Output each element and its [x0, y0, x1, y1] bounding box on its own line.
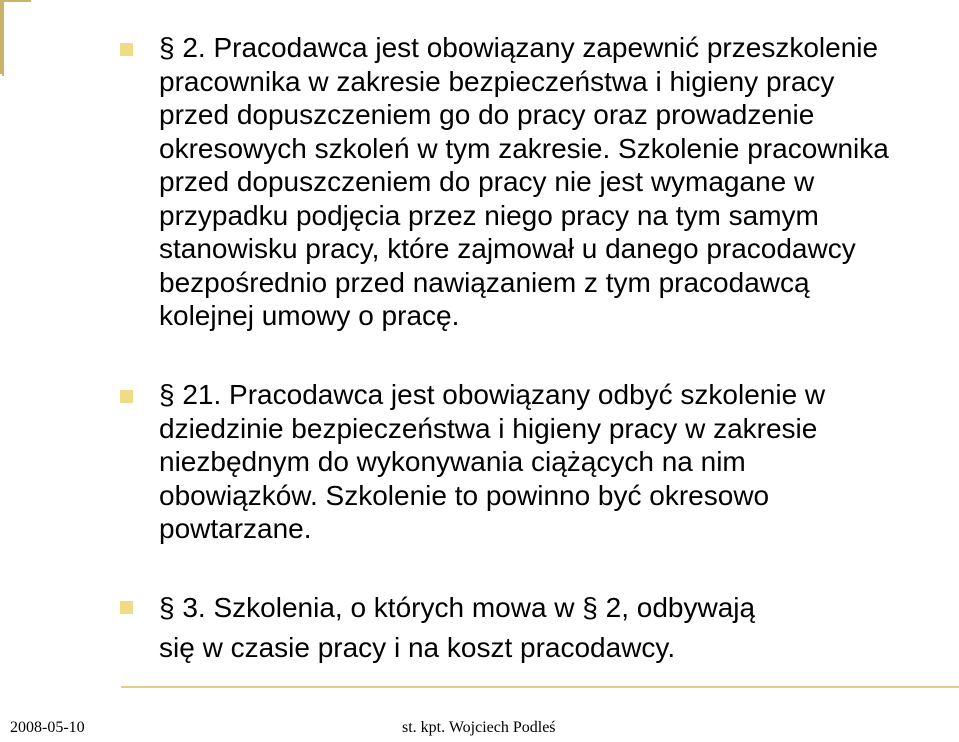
footer-author: st. kpt. Wojciech Podleś [402, 719, 556, 736]
bullet-square [120, 43, 133, 56]
bullet-square [120, 601, 133, 614]
paragraph-article-2: § 2. Pracodawca jest obowiązany zapewnić przeszkolenie pracownika w zakresie bezpieczeństwa i higieny pracy przed dopuszczeniem go do pracy oraz prowadzenie okresowych szkoleń w tym zakresie. Szkolenie pracownika przed dopuszczeniem do pracy nie jest wymagane w przypadku podjęcia przez niego pracy na tym samym stanowisku pracy, które zajmował u danego pracodawcy bezpośrednio przed nawiązaniem z tym pracodawcą kolejnej umowy o pracę. [159, 32, 889, 331]
bullet-square [120, 390, 133, 403]
corner-frame-decoration [0, 0, 31, 74]
paragraph-article-3: § 3. Szkolenia, o których mowa w § 2, odbywają się w czasie pracy i na koszt pracodawcy. [159, 592, 756, 663]
paragraph-article-21: § 21. Pracodawca jest obowiązany odbyć szkolenie w dziedzinie bezpieczeństwa i higieny pracy w zakresie niezbędnym do wykonywania ciążących na nim obowiązków. Szkolenie to powinno być okresowo powtarzane. [159, 379, 826, 544]
footer-divider [121, 686, 959, 688]
footer-date: 2008-05-10 [10, 719, 85, 736]
